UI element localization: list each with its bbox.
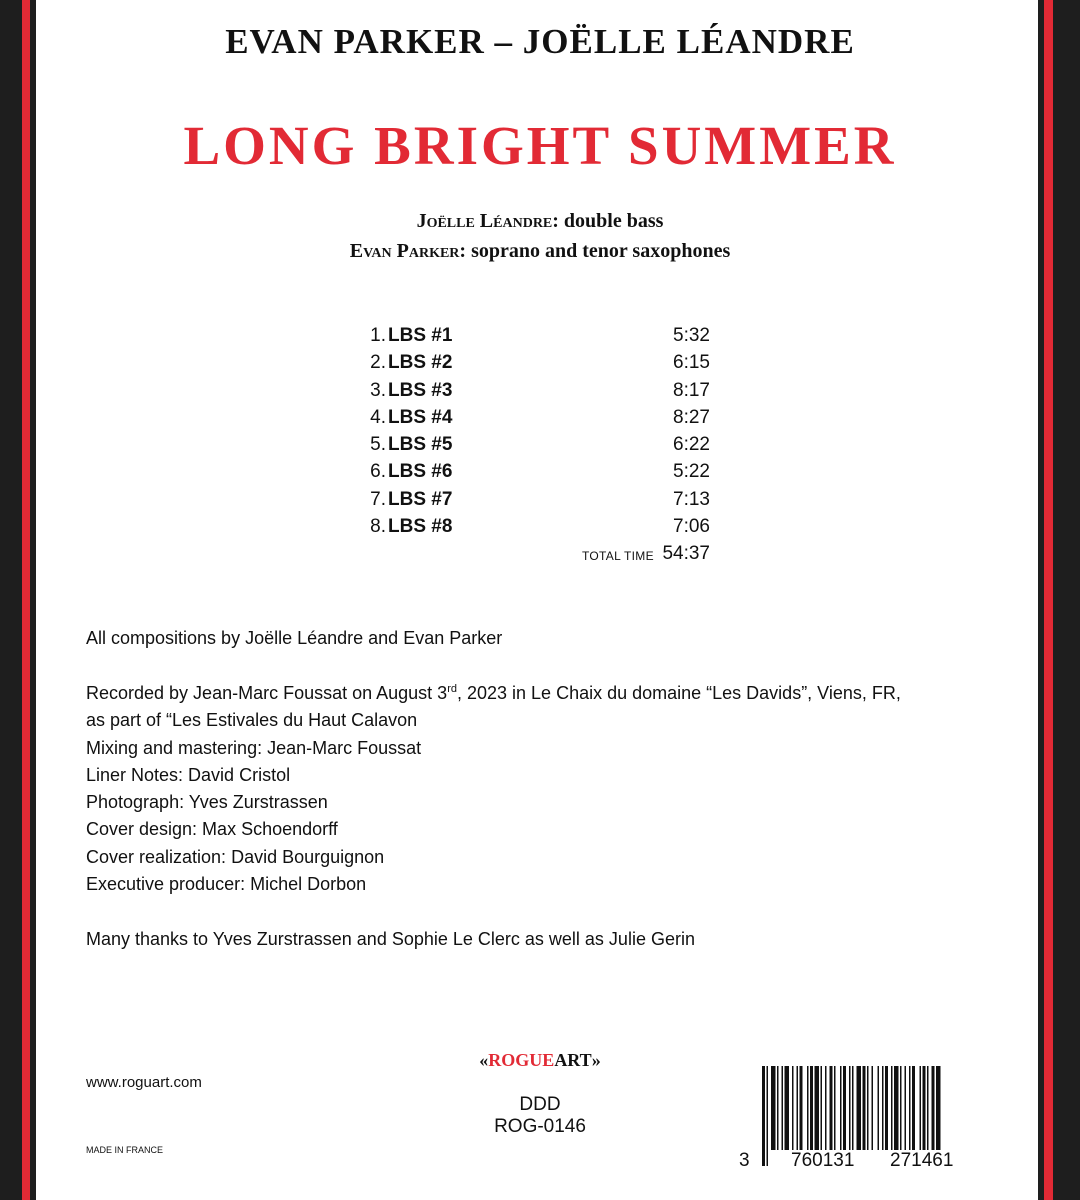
logo-art: ART [554,1050,592,1070]
barcode-bar [830,1066,833,1150]
barcode-bar [797,1066,799,1150]
barcode-bar [872,1066,874,1150]
ordinal-suffix: rd [447,683,457,695]
barcode-bar [807,1066,809,1150]
track-title: LBS #1 [388,325,453,346]
track-title: LBS #8 [388,516,453,538]
barcode-bar [920,1066,922,1150]
barcode-bar [905,1066,907,1150]
track-number: 3. [370,379,386,401]
track-row [360,325,720,352]
recording-format: DDD [519,1094,561,1115]
barcode-bar [843,1066,846,1150]
barcode-bar [867,1066,869,1150]
release-codes [440,1094,640,1138]
track-number: 7. [370,488,386,510]
barcode-digits-left: 760131 [788,1150,857,1172]
logo-rogue: ROGUE [488,1050,555,1070]
track-duration: 8:17 [673,379,710,401]
production-credits [86,680,901,898]
barcode-bar [825,1066,827,1150]
back-cover-panel [36,0,1038,1200]
left-dark-border [0,0,22,1200]
track-number: 5. [370,434,386,456]
track-row [360,407,720,434]
musician-role: : double bass [552,210,664,232]
logo-quote-close: » [591,1050,601,1070]
barcode-bar [771,1066,776,1150]
track-duration: 8:27 [673,406,710,428]
track-duration: 7:13 [673,488,710,510]
left-red-stripe [22,0,30,1200]
barcode-bar [885,1066,888,1150]
track-row [360,352,720,379]
credit-line: Executive producer: Michel Dorbon [86,874,367,895]
made-in-france: MADE IN FRANCE [86,1145,164,1155]
barcode-digits-right: 271461 [887,1150,956,1172]
musician-name: Evan Parker [349,240,460,262]
track-title: LBS #5 [388,434,453,456]
track-number: 8. [370,516,386,538]
barcode-bar [891,1066,893,1150]
thanks-section [86,926,695,953]
compositions-credit [86,625,502,652]
track-duration: 6:22 [673,434,710,456]
recording-venue: , 2023 in Le Chaix du domaine “Les Davids”, Viens, FR, [456,683,901,703]
track-row [360,489,720,516]
recording-text: Recorded by Jean-Marc Foussat on August 3 [86,683,448,703]
track-title: LBS #2 [388,352,453,374]
track-duration: 6:15 [673,352,710,374]
track-title: LBS #6 [388,461,453,483]
barcode-digits [739,1144,985,1174]
barcode-bar [840,1066,842,1150]
barcode-bar [782,1066,784,1150]
track-number: 4. [370,406,386,428]
musician-name: Joëlle Léandre [416,210,553,232]
track-title: LBS #3 [388,379,453,401]
barcode-bar [792,1066,794,1150]
total-time-row [360,543,720,571]
barcode-bar [878,1066,880,1150]
total-time-label: TOTAL TIME [582,549,654,564]
track-number: 1. [370,325,386,346]
credit-line: Liner Notes: David Cristol [86,764,291,785]
credit-line: Mixing and mastering: Jean-Marc Foussat [86,737,422,758]
recording-credit-line-2: as part of “Les Estivales du Haut Calavon [86,710,418,731]
catalog-number: ROG-0146 [494,1116,586,1137]
logo-quote-open: « [479,1050,489,1070]
barcode-bar [927,1066,929,1150]
track-duration: 5:32 [673,325,710,346]
website-url: www.roguart.com [86,1074,202,1091]
barcode-bar [834,1066,836,1150]
track-number: 6. [370,461,386,483]
track-row [360,516,720,543]
track-duration: 5:22 [673,461,710,483]
personnel-line-1 [0,210,1080,233]
right-red-stripe [1044,0,1053,1200]
barcode-bar [882,1066,884,1150]
barcode-bar [909,1066,911,1150]
credit-line: Cover design: Max Schoendorff [86,819,338,840]
barcode-digit-first: 3 [736,1150,753,1172]
barcode-bar [810,1066,813,1150]
track-row [360,380,720,407]
album-title: LONG BRIGHT SUMMER [183,115,897,176]
barcode-bar [900,1066,902,1150]
track-title: LBS #4 [388,406,453,428]
track-row [360,434,720,461]
track-title: LBS #7 [388,488,453,510]
credit-line: Cover realization: David Bourguignon [86,846,385,867]
thanks-text: Many thanks to Yves Zurstrassen and Sophie Le Clerc as well as Julie Gerin [86,929,695,949]
musician-role: : soprano and tenor saxophones [459,240,731,262]
credit-line: Photograph: Yves Zurstrassen [86,792,328,813]
barcode-bar [785,1066,790,1150]
right-dark-border [1053,0,1080,1200]
barcode-bar [800,1066,803,1150]
track-duration: 7:06 [673,516,710,538]
track-row [360,461,720,488]
personnel-line-2 [0,240,1080,263]
tracklist [360,325,720,571]
barcode-bar [777,1066,779,1150]
barcode-bar [894,1066,899,1150]
barcode-bar [923,1066,926,1150]
barcode-bar [815,1066,820,1150]
barcode [739,1066,985,1174]
barcode-bar [857,1066,862,1150]
total-time-value: 54:37 [662,543,710,565]
barcode-bar [863,1066,866,1150]
recording-credit [86,680,901,707]
compositions-text: All compositions by Joëlle Léandre and Evan Parker [86,628,503,648]
track-number: 2. [370,352,386,374]
barcode-bar [821,1066,823,1150]
barcode-bar [912,1066,915,1150]
artists-heading: EVAN PARKER – JOËLLE LÉANDRE [225,22,855,61]
